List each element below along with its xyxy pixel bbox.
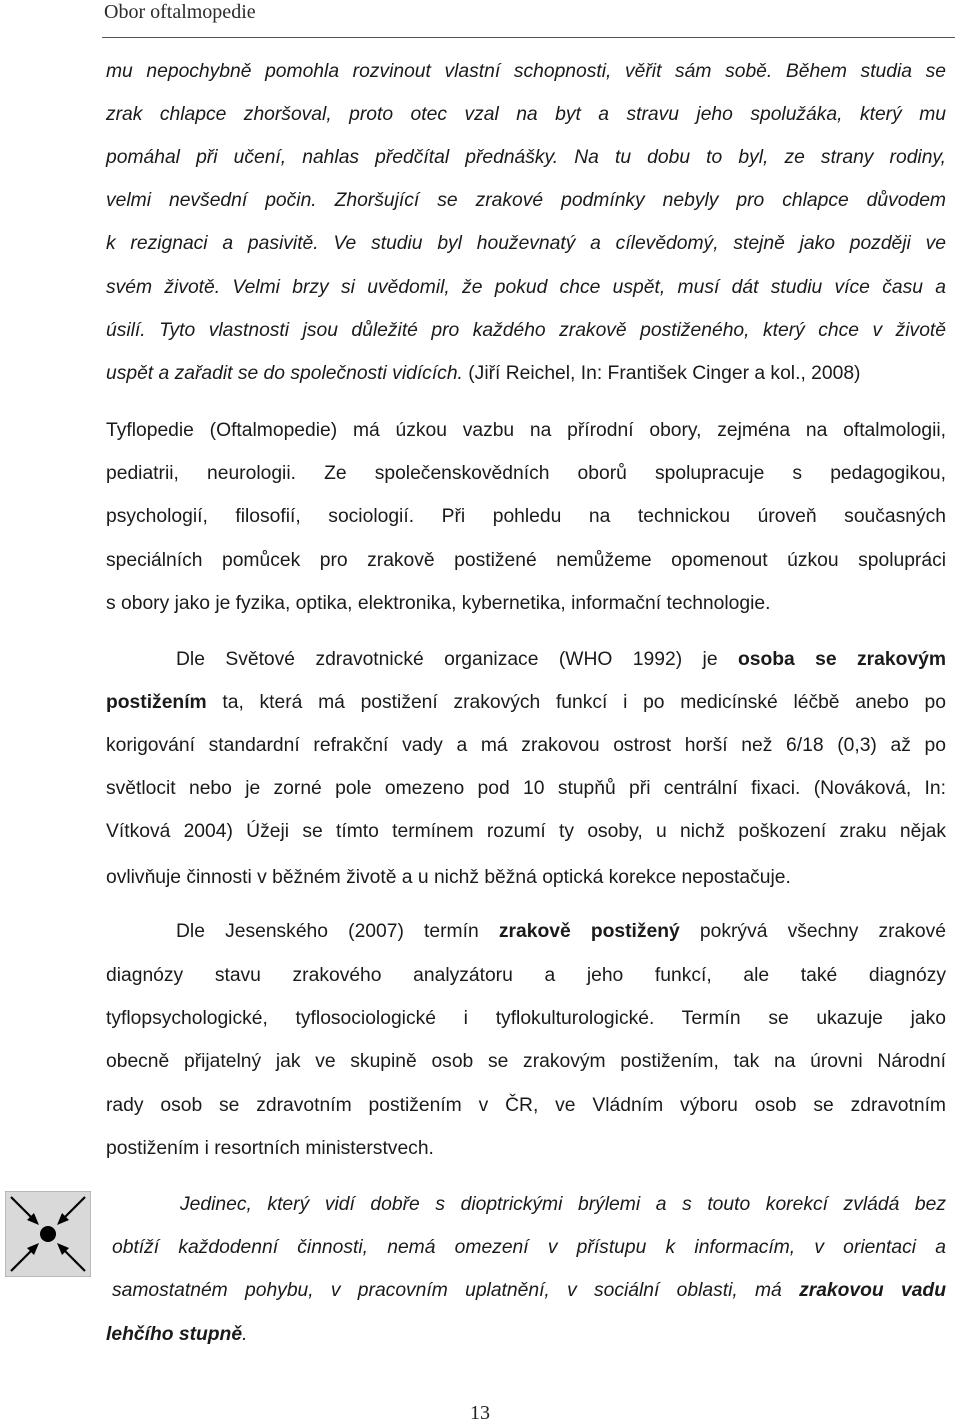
converging-arrows-icon bbox=[5, 1191, 91, 1277]
text-line bbox=[176, 645, 946, 675]
text-line bbox=[106, 1320, 946, 1350]
text-line bbox=[106, 688, 946, 718]
text-line: s obory jako je fyzika, optika, elektronika, kybernetika, informační technologie. bbox=[106, 593, 771, 614]
text-line: velmi nevšední počin. Zhoršující se zrakové podmínky nebyly pro chlapce důvodem bbox=[106, 190, 946, 211]
bold-term: lehčího stupně bbox=[106, 1324, 243, 1345]
bold-term: zrakově postižený bbox=[498, 921, 680, 942]
quote-last-line: uspět a zařadit se do společnosti vidících. bbox=[106, 363, 463, 384]
text-run: Dle Světové zdravotnické organizace (WHO 1992) je bbox=[176, 649, 738, 670]
text-line: obtíží každodenní činnosti, nemá omezení v přístupu k informacím, v orientaci a bbox=[112, 1237, 946, 1258]
page-number: 13 bbox=[470, 1402, 490, 1424]
bold-term: postižením bbox=[106, 692, 207, 713]
text-line bbox=[106, 359, 946, 389]
text-line: pediatrii, neurologii. Ze společenskovědních oborů spolupracuje s pedagogikou, bbox=[106, 463, 946, 484]
text-line: k rezignaci a pasivitě. Ve studiu byl houževnatý a cílevědomý, stejně jako později ve bbox=[106, 233, 946, 254]
text-line: psychologií, filosofií, sociologií. Při pohledu na technickou úroveň současných bbox=[106, 506, 946, 527]
text-line: diagnózy stavu zrakového analyzátoru a jeho funkcí, ale také diagnózy bbox=[106, 965, 946, 986]
text-line: mu nepochybně pomohla rozvinout vlastní schopnosti, věřit sám sobě. Během studia se bbox=[106, 61, 946, 82]
text-line: ovlivňuje činnosti v běžném životě a u nichž běžná optická korekce nepostačuje. bbox=[106, 867, 791, 888]
text-line: tyflopsychologické, tyflosociologické i tyflokulturologické. Termín se ukazuje jako bbox=[106, 1008, 946, 1029]
text-line: rady osob se zdravotním postižením v ČR, ve Vládním výboru osob se zdravotním bbox=[106, 1095, 946, 1116]
text-line: Vítková 2004) Úžeji se tímto termínem rozumí ty osoby, u nichž poškození zraku nějak bbox=[106, 821, 946, 842]
text-run: . bbox=[242, 1324, 248, 1345]
text-run: Dle Jesenského (2007) termín bbox=[176, 921, 499, 942]
text-line: postižením i resortních ministerstvech. bbox=[106, 1138, 434, 1159]
text-line: svém životě. Velmi brzy si uvědomil, že pokud chce uspět, musí dát studiu více času a bbox=[106, 277, 946, 298]
text-line bbox=[176, 917, 946, 947]
bold-term: osoba se zrakovým bbox=[737, 649, 946, 670]
text-line: speciálních pomůcek pro zrakově postižené nemůžeme opomenout úzkou spolupráci bbox=[106, 550, 946, 571]
text-line: světlocit nebo je zorné pole omezeno pod 10 stupňů při centrální fixaci. (Nováková, In: bbox=[106, 778, 946, 799]
text-line: korigování standardní refrakční vady a má zrakovou ostrost horší než 6/18 (0,3) až po bbox=[106, 735, 946, 756]
text-line: zrak chlapce zhoršoval, proto otec vzal na byt a stravu jeho spolužáka, který mu bbox=[106, 104, 946, 125]
header-divider bbox=[102, 37, 955, 38]
text-run: samostatném pohybu, v pracovním uplatnění, v sociální oblasti, má bbox=[112, 1280, 800, 1301]
text-line: pomáhal při učení, nahlas předčítal přednášky. Na tu dobu to byl, ze strany rodiny, bbox=[106, 147, 946, 168]
text-line: Jedinec, který vidí dobře s dioptrickými brýlemi a s touto korekcí zvládá bez bbox=[180, 1194, 946, 1215]
text-run: pokrývá všechny zrakové bbox=[679, 921, 947, 942]
citation: (Jiří Reichel, In: František Cinger a kol., 2008) bbox=[462, 363, 861, 384]
page-header-title: Obor oftalmopedie bbox=[104, 1, 256, 23]
text-line: obecně přijatelný jak ve skupině osob se zrakovým postižením, tak na úrovni Národní bbox=[106, 1051, 946, 1072]
text-run: ta, která má postižení zrakových funkcí i po medicínské léčbě anebo po bbox=[206, 692, 946, 713]
bold-term: zrakovou vadu bbox=[799, 1280, 946, 1301]
text-line bbox=[112, 1276, 946, 1306]
text-line: úsilí. Tyto vlastnosti jsou důležité pro každého zrakově postiženého, který chce v životě bbox=[106, 320, 946, 341]
text-line: Tyflopedie (Oftalmopedie) má úzkou vazbu na přírodní obory, zejména na oftalmologii, bbox=[106, 420, 946, 441]
